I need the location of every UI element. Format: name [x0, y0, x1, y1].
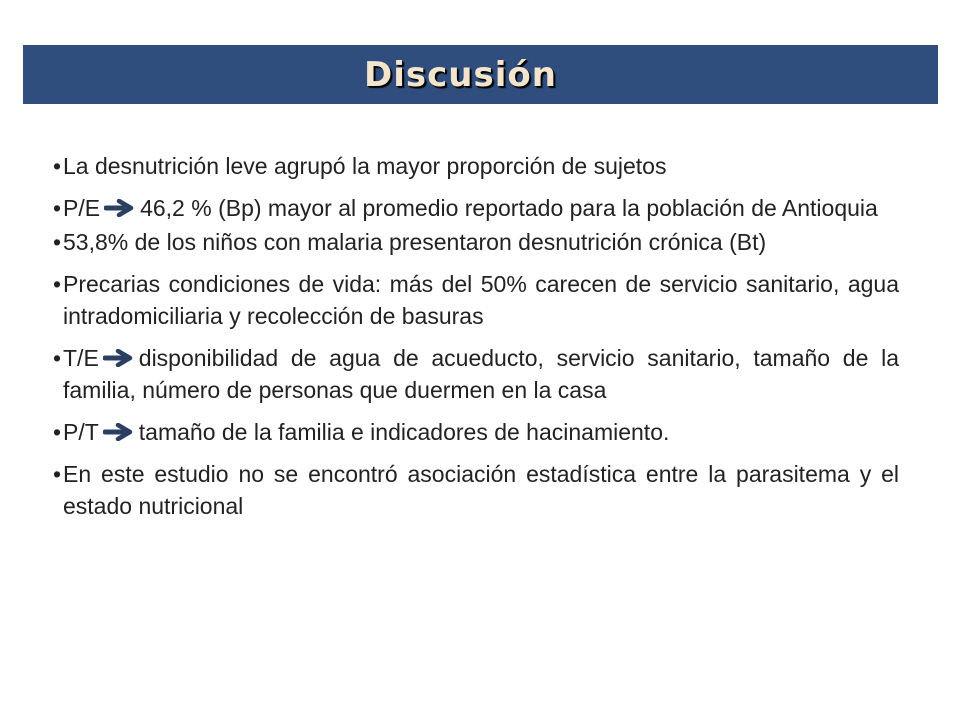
bullet-lead: T/E: [63, 345, 99, 371]
bullet-dot: •: [53, 461, 62, 487]
bullet-lead: P/T: [63, 419, 99, 445]
bullet-text: 46,2 % (Bp) mayor al promedio reportado para la población de Antioquia: [140, 195, 878, 221]
bullet-dot: •: [53, 345, 62, 371]
bullet-dot: •: [53, 153, 62, 179]
title-bar: [23, 45, 938, 104]
bullet-item-2: [53, 192, 899, 224]
bullet-item-1: [53, 150, 899, 182]
right-arrow-icon: [103, 423, 133, 441]
bullet-item-3: [53, 226, 899, 258]
bullet-lead: P/E: [63, 195, 101, 221]
bullet-dot: •: [53, 195, 62, 221]
bullet-dot: •: [53, 271, 62, 297]
slide-title: Discusión: [364, 54, 557, 95]
bullet-text: tamaño de la familia e indicadores de hacinamiento.: [138, 419, 670, 445]
bullet-text: En este estudio no se encontró asociación estadística entre la parasitema y el estado nutricional: [63, 461, 899, 519]
bullet-text: La desnutrición leve agrupó la mayor proporción de sujetos: [63, 153, 667, 179]
bullet-text: 53,8% de los niños con malaria presentaron desnutrición crónica (Bt): [63, 229, 767, 255]
right-arrow-icon: [104, 199, 134, 217]
bullet-item-4: [53, 268, 899, 332]
bullet-item-5: [53, 342, 899, 406]
bullet-text: Precarias condiciones de vida: más del 50% carecen de servicio sanitario, agua intradomiciliaria y recolección de basuras: [63, 271, 899, 329]
bullet-item-7: [53, 458, 899, 522]
bullet-text: disponibilidad de agua de acueducto, servicio sanitario, tamaño de la familia, número de personas que duermen en la casa: [63, 345, 899, 403]
right-arrow-icon: [103, 349, 133, 367]
bullet-dot: •: [53, 229, 62, 255]
bullet-dot: •: [53, 419, 62, 445]
bullet-list: [53, 150, 899, 532]
bullet-item-6: [53, 416, 899, 448]
